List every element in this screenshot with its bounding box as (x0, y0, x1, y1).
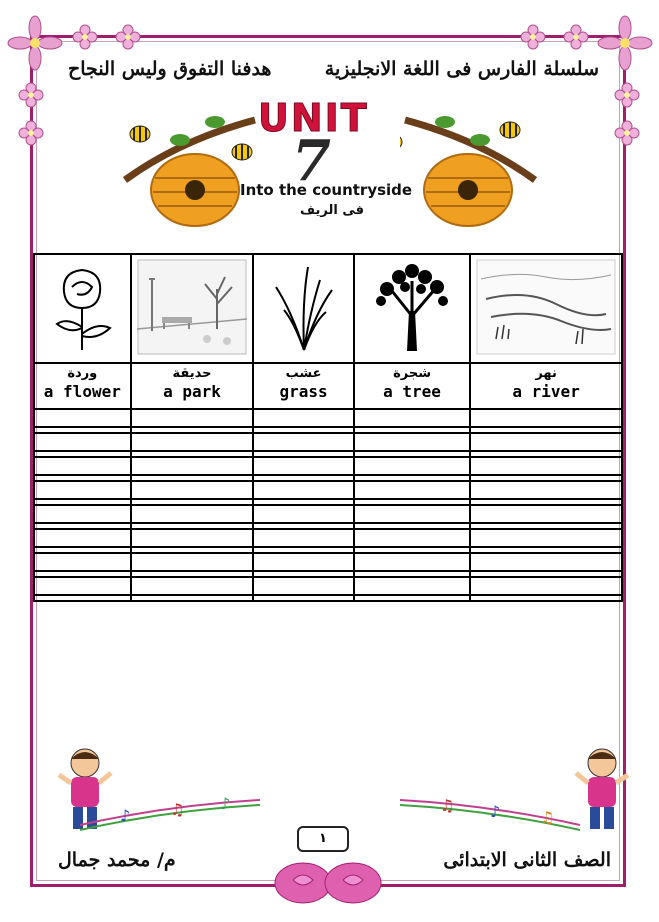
practice-cell (354, 433, 470, 451)
unit-title-ar: فى الريف (300, 203, 364, 218)
header-left-text: هدفنا التفوق وليس النجاح (68, 58, 272, 80)
unit-title-en: Into the countryside (240, 181, 413, 199)
practice-cell (131, 433, 254, 451)
practice-cell (470, 457, 622, 475)
practice-cell (354, 553, 470, 571)
unit-number: 7 (292, 128, 331, 194)
practice-cell (253, 409, 354, 427)
practice-cell (470, 595, 622, 601)
arabic-word-row (34, 363, 622, 382)
beehive-left-icon (120, 100, 260, 230)
word-english: grass (253, 382, 354, 409)
svg-text:♪: ♪ (220, 795, 231, 813)
vocabulary-table (33, 253, 623, 602)
practice-lines (34, 409, 622, 601)
practice-cell (34, 595, 131, 601)
practice-cell (34, 577, 131, 595)
word-english: a flower (34, 382, 131, 409)
small-flower-icon (18, 120, 44, 146)
practice-cell (253, 505, 354, 523)
english-word-row (34, 382, 622, 409)
practice-cell (34, 409, 131, 427)
practice-cell (34, 553, 131, 571)
practice-cell (354, 457, 470, 475)
practice-cell (470, 409, 622, 427)
word-english: a river (470, 382, 622, 409)
practice-cell (131, 577, 254, 595)
flower-picture (34, 254, 131, 363)
svg-text:♫: ♫ (170, 800, 185, 819)
practice-cell (131, 529, 254, 547)
unit-label: UNIT (258, 96, 369, 140)
small-flower-icon (614, 120, 640, 146)
practice-cell (253, 595, 354, 601)
practice-cell (354, 505, 470, 523)
practice-cell (354, 595, 470, 601)
river-picture (470, 254, 622, 363)
practice-cell (34, 457, 131, 475)
music-notes-left-icon (80, 795, 260, 835)
grass-picture (253, 254, 354, 363)
practice-cell (470, 529, 622, 547)
practice-cell (131, 505, 254, 523)
page-number: ١ (297, 826, 349, 852)
practice-cell (131, 481, 254, 499)
practice-cell (354, 529, 470, 547)
practice-cell (34, 433, 131, 451)
practice-cell (253, 481, 354, 499)
small-flower-icon (115, 24, 141, 50)
practice-cell (354, 409, 470, 427)
practice-line-row (34, 595, 622, 601)
grade-label: الصف الثانى الابتدائى (443, 849, 611, 871)
corner-flower-icon (6, 14, 64, 72)
practice-line-row (34, 553, 622, 571)
small-flower-icon (72, 24, 98, 50)
practice-line-row (34, 457, 622, 475)
practice-cell (470, 553, 622, 571)
teacher-name: م/ محمد جمال (58, 849, 176, 871)
svg-text:♪: ♪ (120, 806, 131, 825)
practice-line-row (34, 505, 622, 523)
practice-cell (131, 595, 254, 601)
word-arabic: شجرة (354, 363, 470, 382)
word-english: a park (131, 382, 254, 409)
practice-line-row (34, 481, 622, 499)
grass-icon (264, 262, 344, 352)
practice-cell (470, 481, 622, 499)
small-flower-icon (18, 82, 44, 108)
small-flower-icon (614, 82, 640, 108)
practice-cell (253, 457, 354, 475)
park-picture (131, 254, 254, 363)
small-flower-icon (563, 24, 589, 50)
flower-icon (42, 262, 122, 352)
svg-text:♪: ♪ (490, 802, 501, 821)
practice-line-row (34, 529, 622, 547)
small-flower-icon (520, 24, 546, 50)
practice-cell (470, 505, 622, 523)
picture-row (34, 254, 622, 363)
practice-cell (253, 553, 354, 571)
beehive-right-icon (400, 100, 540, 230)
practice-cell (34, 505, 131, 523)
practice-cell (470, 433, 622, 451)
practice-cell (131, 457, 254, 475)
practice-cell (253, 577, 354, 595)
practice-cell (34, 529, 131, 547)
tree-picture (354, 254, 470, 363)
svg-text:♫: ♫ (540, 808, 555, 827)
music-notes-right-icon (400, 795, 580, 835)
word-arabic: وردة (34, 363, 131, 382)
word-arabic: عشب (253, 363, 354, 382)
practice-cell (470, 577, 622, 595)
word-english: a tree (354, 382, 470, 409)
practice-cell (354, 481, 470, 499)
svg-text:♫: ♫ (440, 796, 455, 815)
practice-line-row (34, 577, 622, 595)
practice-cell (131, 409, 254, 427)
practice-cell (253, 433, 354, 451)
word-arabic: حديقة (131, 363, 254, 382)
river-icon (476, 259, 616, 355)
park-icon (137, 259, 247, 355)
practice-line-row (34, 409, 622, 427)
practice-cell (131, 553, 254, 571)
corner-flower-icon (596, 14, 654, 72)
boy-right-icon (572, 745, 632, 835)
word-arabic: نهر (470, 363, 622, 382)
practice-cell (354, 577, 470, 595)
roses-icon (268, 858, 388, 908)
header-right-text: سلسلة الفارس فى اللغة الانجليزية (324, 58, 599, 80)
practice-cell (253, 529, 354, 547)
practice-line-row (34, 433, 622, 451)
tree-icon (367, 261, 457, 353)
practice-cell (34, 481, 131, 499)
